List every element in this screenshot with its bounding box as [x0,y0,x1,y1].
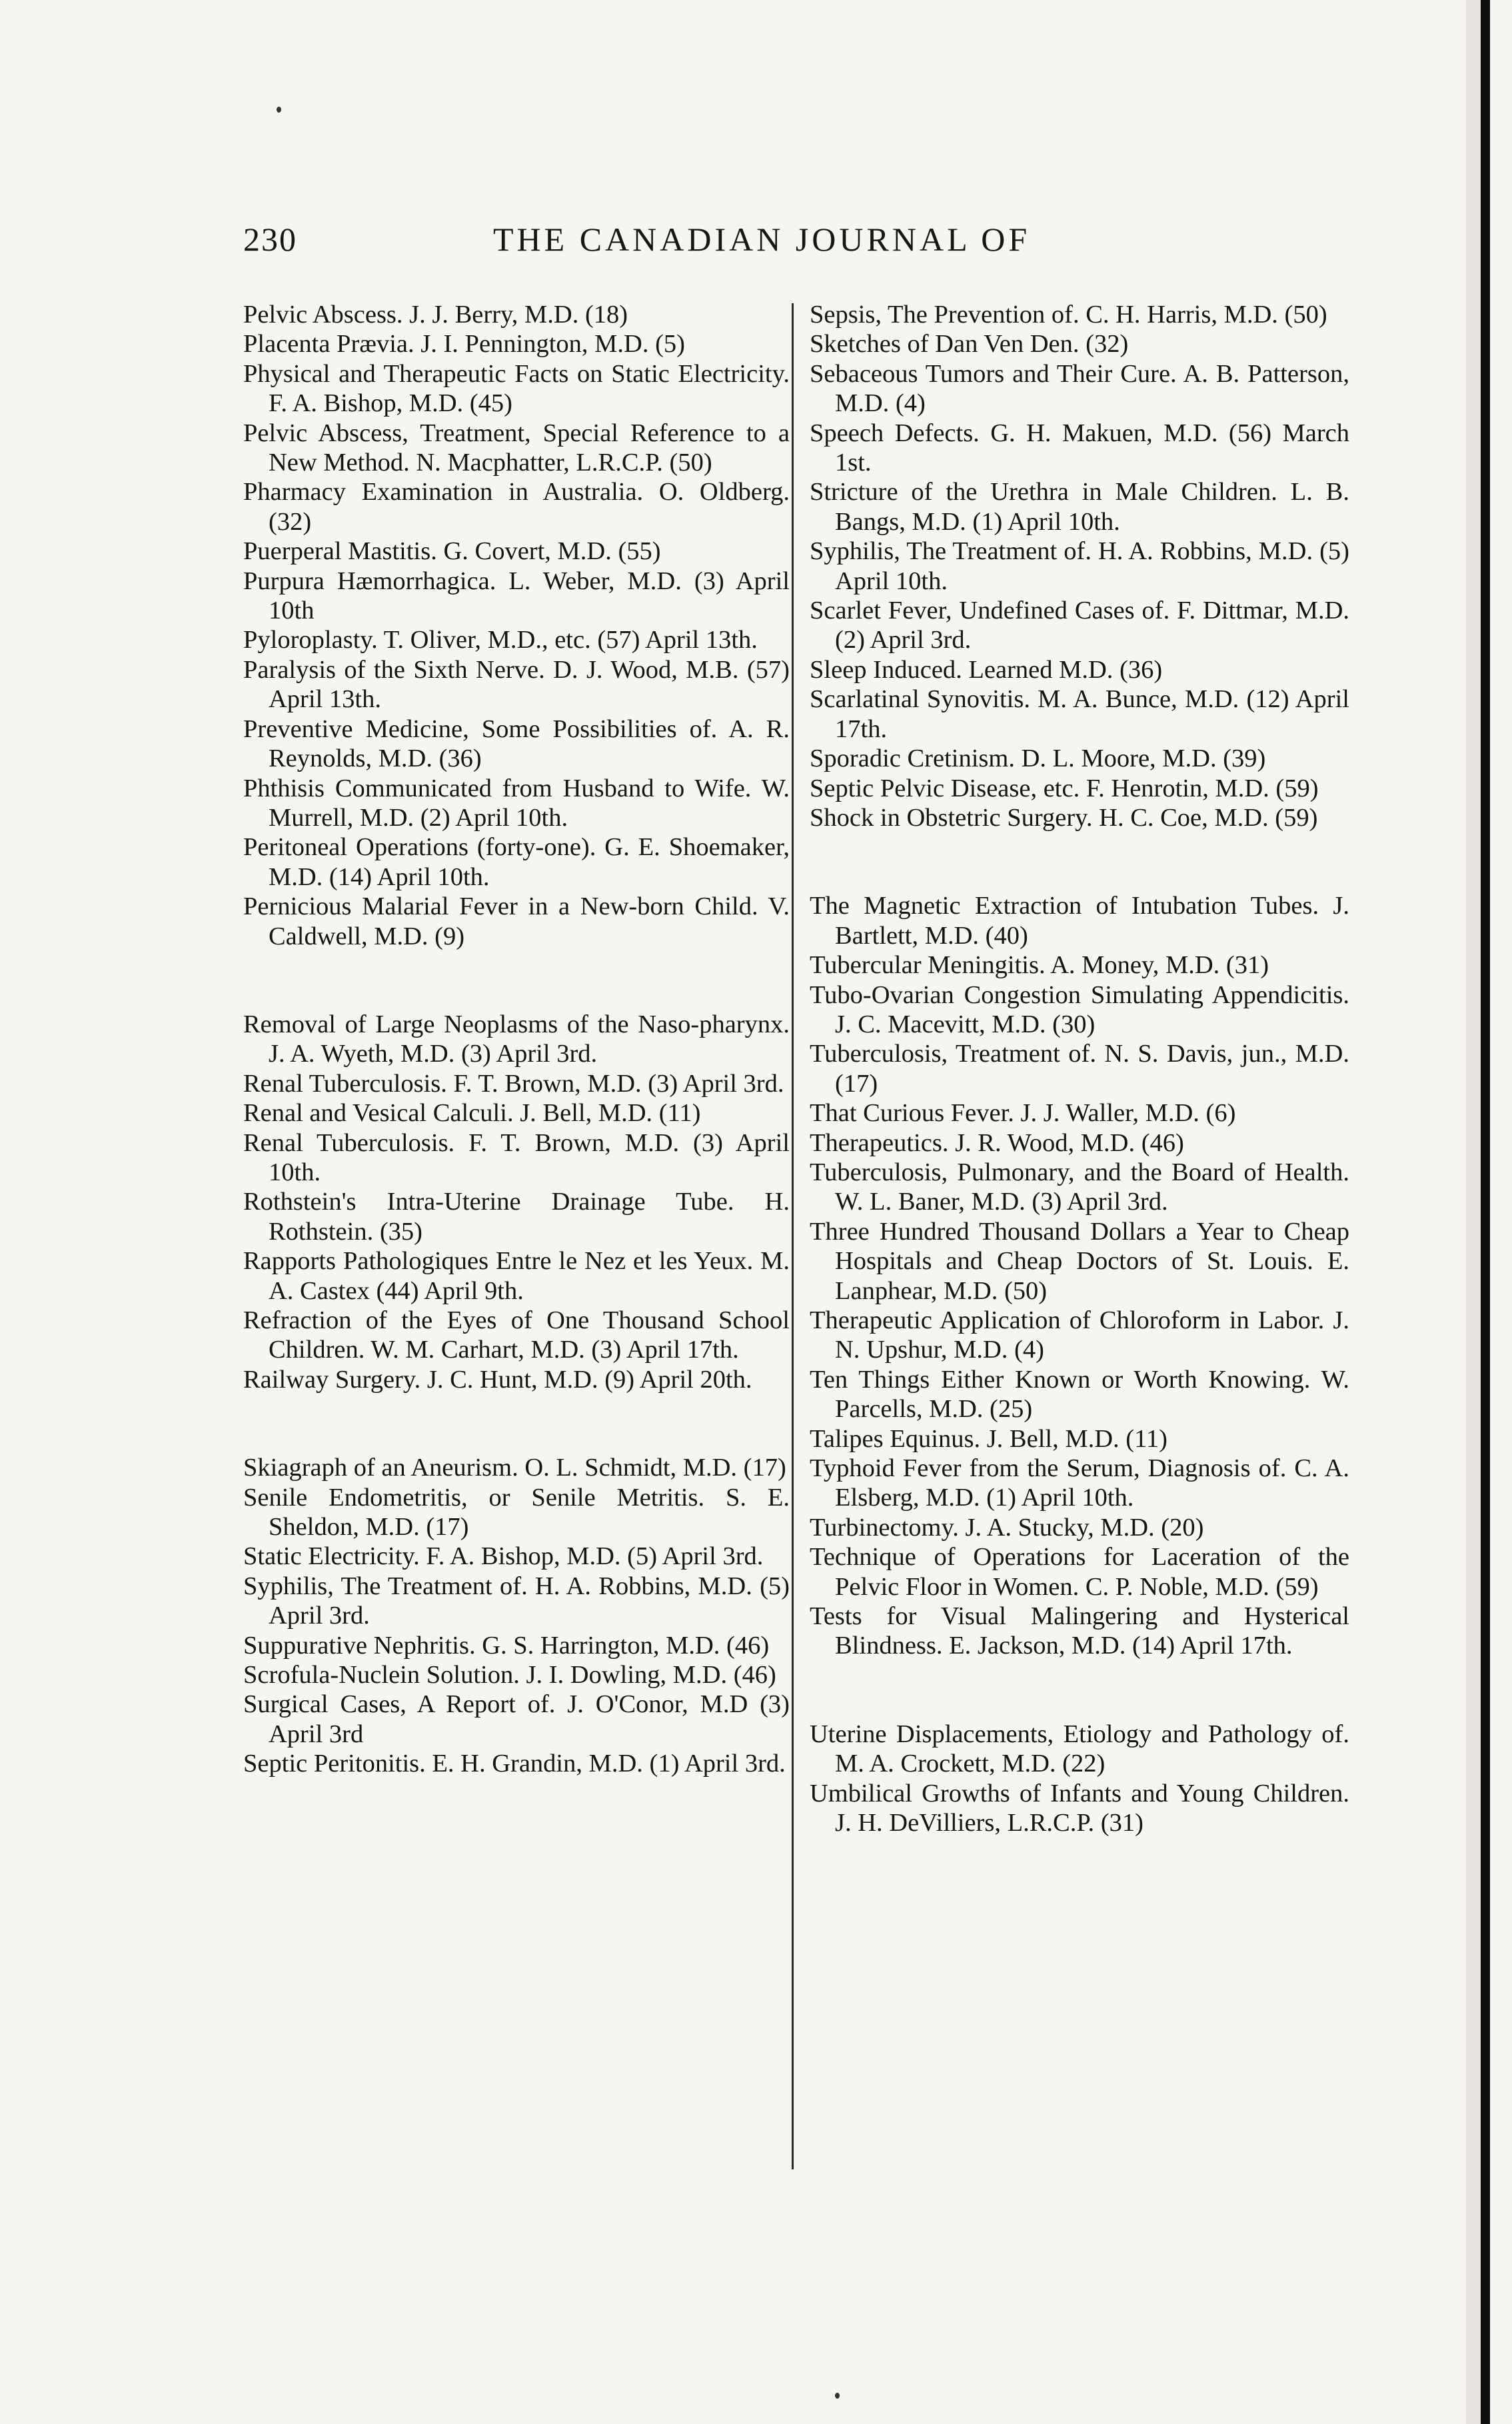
index-entry: Skiagraph of an Aneurism. O. L. Schmidt, M.D. (17) [243,1454,786,1482]
print-speck [835,2393,840,2399]
index-entry: Septic Pelvic Disease, etc. F. Henrotin, M.D. (59) [810,774,1319,802]
index-entry: Preventive Medicine, Some Possibilities of. A. R. Reynolds, M.D. (36) [243,714,790,773]
index-entry: Tuberculosis, Pulmonary, and the Board of Health. W. L. Baner, M.D. (3) April 3rd. [810,1158,1349,1216]
index-entry: Tuberculosis, Treatment of. N. S. Davis, jun., M.D. (17) [810,1040,1349,1098]
page-number: 230 [243,221,297,258]
index-entry: Peritoneal Operations (forty-one). G. E. Shoemaker, M.D. (14) April 10th. [243,833,790,891]
index-entry: Rothstein's Intra-Uterine Drainage Tube. H. Rothstein. (35) [243,1188,790,1246]
index-entry: Sepsis, The Prevention of. C. H. Harris, M.D. (50) [810,301,1327,329]
index-entry: Rapports Pathologiques Entre le Nez et les Yeux. M. A. Castex (44) April 9th. [243,1247,790,1305]
section-gap [243,951,790,1010]
index-entry: Turbinectomy. J. A. Stucky, M.D. (20) [810,1513,1204,1542]
section-gap [243,1394,790,1453]
print-speck [277,107,281,113]
page-edge-shadow [1466,0,1481,2424]
index-entry: Phthisis Communicated from Husband to Wife. W. Murrell, M.D. (2) April 10th. [243,774,790,832]
index-entry: Tests for Visual Malingering and Hysterical Blindness. E. Jackson, M.D. (14) April 17th. [810,1602,1349,1660]
binding-edge [1481,0,1490,2424]
index-entry: Talipes Equinus. J. Bell, M.D. (11) [810,1424,1167,1453]
index-column-left [243,300,790,1779]
index-entry: Physical and Therapeutic Facts on Static Electricity. F. A. Bishop, M.D. (45) [243,359,790,418]
index-entry: That Curious Fever. J. J. Waller, M.D. (6) [810,1099,1236,1128]
index-entry: Syphilis, The Treatment of. H. A. Robbins, M.D. (5) April 3rd. [243,1572,790,1630]
index-entry: Uterine Displacements, Etiology and Pathology of. M. A. Crockett, M.D. (22) [810,1720,1349,1778]
index-entry: Therapeutics. J. R. Wood, M.D. (46) [810,1128,1184,1157]
index-entry: Sleep Induced. Learned M.D. (36) [810,655,1163,684]
index-entry: Renal Tuberculosis. F. T. Brown, M.D. (3) April 10th. [243,1128,790,1186]
index-entry: Pelvic Abscess, Treatment, Special Reference to a New Method. N. Macphatter, L.R.C.P. (50) [243,419,790,477]
index-entry: Technique of Operations for Laceration of the Pelvic Floor in Women. C. P. Noble, M.D. (59) [810,1543,1349,1601]
index-entry: Senile Endometritis, or Senile Metritis. S. E. Sheldon, M.D. (17) [243,1483,790,1542]
section-gap [810,832,1349,891]
index-entry: Railway Surgery. J. C. Hunt, M.D. (9) April 20th. [243,1365,752,1394]
index-entry: Ten Things Either Known or Worth Knowing. W. Parcells, M.D. (25) [810,1365,1349,1424]
index-entry: Pharmacy Examination in Australia. O. Oldberg. (32) [243,478,790,536]
section-gap [810,1661,1349,1720]
index-entry: Removal of Large Neoplasms of the Naso-pharynx. J. A. Wyeth, M.D. (3) April 3rd. [243,1010,790,1068]
index-entry: Umbilical Growths of Infants and Young Children. J. H. DeVilliers, L.R.C.P. (31) [810,1779,1349,1837]
index-entry: Sketches of Dan Ven Den. (32) [810,330,1129,359]
index-entry: Pernicious Malarial Fever in a New-born Child. V. Caldwell, M.D. (9) [243,892,790,950]
index-entry: Surgical Cases, A Report of. J. O'Conor, M.D (3) April 3rd [243,1690,790,1748]
index-entry: Suppurative Nephritis. G. S. Harrington, M.D. (46) [243,1631,770,1660]
index-entry: Static Electricity. F. A. Bishop, M.D. (5) April 3rd. [243,1542,764,1571]
index-entry: Pelvic Abscess. J. J. Berry, M.D. (18) [243,301,628,329]
index-entry: Purpura Hæmorrhagica. L. Weber, M.D. (3) April 10th [243,567,790,625]
index-entry: Stricture of the Urethra in Male Children. L. B. Bangs, M.D. (1) April 10th. [810,478,1349,536]
index-entry: Septic Peritonitis. E. H. Grandin, M.D. (1) April 3rd. [243,1750,786,1778]
index-entry: Typhoid Fever from the Serum, Diagnosis of. C. A. Elsberg, M.D. (1) April 10th. [810,1454,1349,1512]
index-entry: Syphilis, The Treatment of. H. A. Robbins, M.D. (5) April 10th. [810,537,1349,595]
index-entry: Three Hundred Thousand Dollars a Year to Cheap Hospitals and Cheap Doctors of St. Louis. E. Lanphear, M.D. (50) [810,1217,1349,1305]
index-entry: Tubo-Ovarian Congestion Simulating Appendicitis. J. C. Macevitt, M.D. (30) [810,980,1349,1038]
running-head: THE CANADIAN JOURNAL OF [493,221,1031,258]
index-entry: Therapeutic Application of Chloroform in Labor. J. N. Upshur, M.D. (4) [810,1306,1349,1364]
index-entry: The Magnetic Extraction of Intubation Tubes. J. Bartlett, M.D. (40) [810,892,1349,950]
index-entry: Puerperal Mastitis. G. Covert, M.D. (55) [243,537,661,566]
index-entry: Paralysis of the Sixth Nerve. D. J. Wood, M.B. (57) April 13th. [243,655,790,714]
column-divider [792,303,794,2169]
index-entry: Refraction of the Eyes of One Thousand School Children. W. M. Carhart, M.D. (3) April 17th. [243,1306,790,1364]
index-entry: Renal Tuberculosis. F. T. Brown, M.D. (3) April 3rd. [243,1069,784,1098]
index-entry: Sebaceous Tumors and Their Cure. A. B. Patterson, M.D. (4) [810,359,1349,418]
index-entry: Pyloroplasty. T. Oliver, M.D., etc. (57) April 13th. [243,626,758,654]
index-entry: Scarlatinal Synovitis. M. A. Bunce, M.D. (12) April 17th. [810,685,1349,743]
index-entry: Sporadic Cretinism. D. L. Moore, M.D. (39) [810,744,1266,773]
index-entry: Speech Defects. G. H. Makuen, M.D. (56) March 1st. [810,419,1349,477]
index-entry: Shock in Obstetric Surgery. H. C. Coe, M.D. (59) [810,803,1318,832]
index-entry: Renal and Vesical Calculi. J. Bell, M.D. (11) [243,1099,701,1128]
index-column-right [810,300,1349,1838]
index-entry: Scrofula-Nuclein Solution. J. I. Dowling, M.D. (46) [243,1661,776,1690]
index-entry: Scarlet Fever, Undefined Cases of. F. Dittmar, M.D. (2) April 3rd. [810,597,1349,654]
index-entry: Placenta Prævia. J. I. Pennington, M.D. (5) [243,330,685,359]
index-entry: Tubercular Meningitis. A. Money, M.D. (31) [810,951,1269,980]
